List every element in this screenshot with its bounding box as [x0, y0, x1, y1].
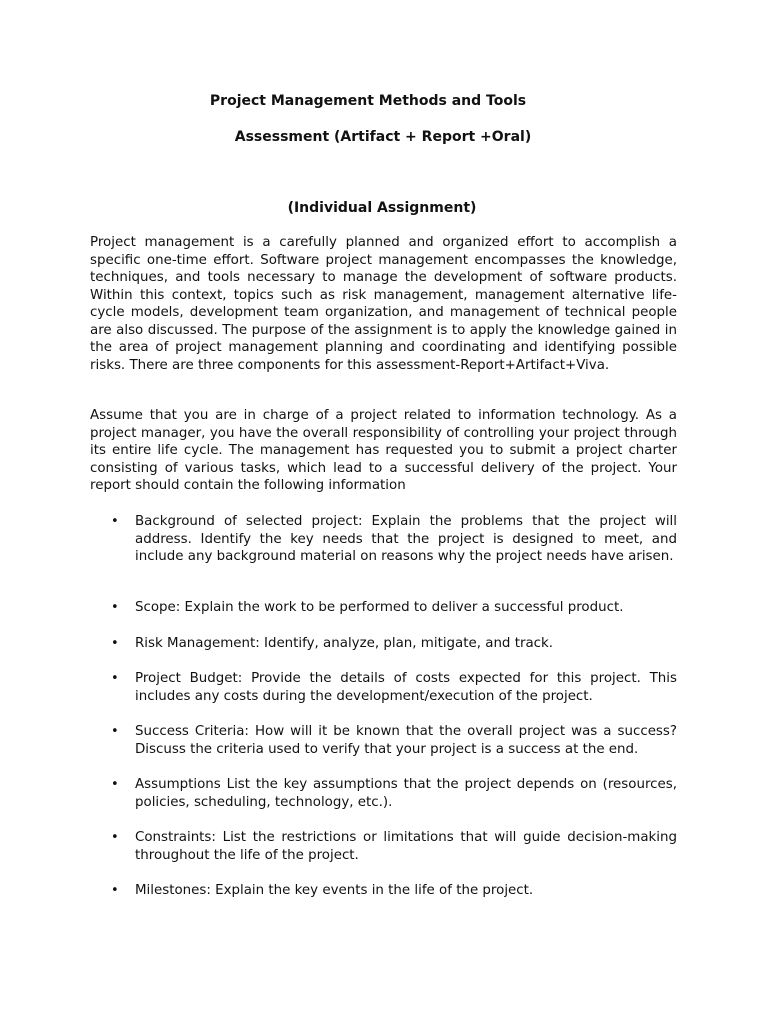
bullet-icon: • — [111, 600, 119, 615]
list-item — [111, 829, 677, 864]
list-item — [111, 882, 677, 900]
bullet-icon: • — [111, 777, 119, 792]
bullet-icon: • — [111, 883, 119, 898]
list-item — [111, 670, 677, 705]
bullet-icon: • — [111, 514, 119, 529]
list-item-text: Milestones: Explain the key events in the life of the project. — [135, 883, 534, 898]
list-item-text: Scope: Explain the work to be performed to deliver a successful product. — [135, 600, 624, 615]
bullet-icon: • — [111, 830, 119, 845]
list-item — [111, 599, 677, 617]
list-item-text: Project Budget: Provide the details of costs expected for this project. This includes any costs during the development/execution of the project. — [135, 671, 677, 704]
bullet-icon: • — [111, 671, 119, 686]
bullet-icon: • — [111, 636, 119, 651]
document-title: Project Management Methods and Tools — [209, 93, 527, 109]
list-item — [111, 776, 677, 811]
assignment-type: (Individual Assignment) — [287, 200, 477, 216]
document-subtitle: Assessment (Artifact + Report +Oral) — [234, 129, 532, 145]
list-item-text: Constraints: List the restrictions or limitations that will guide decision-making throughout the life of the project. — [135, 830, 677, 863]
intro-paragraph: Project management is a carefully planned and organized effort to accomplish a specific one-time effort. Software project management encompasses the knowledge, techniques, and tools necessary to manage the development of software products. Within this context, topics such as risk management, management alternative life-cycle models, development team organization, and management of technical people are also discussed. The purpose of the assignment is to apply the knowledge gained in the area of project management planning and coordinating and identifying possible risks. There are three components for this assessment-Report+Artifact+Viva. — [90, 235, 677, 373]
list-item-text: Risk Management: Identify, analyze, plan, mitigate, and track. — [135, 636, 554, 651]
list-item-text: Background of selected project: Explain the problems that the project will address. Identify the key needs that the project is designed to meet, and include any background material on reasons why the project needs have arisen. — [135, 514, 677, 564]
bullet-icon: • — [111, 724, 119, 739]
list-item — [111, 513, 677, 566]
list-item — [111, 723, 677, 758]
task-paragraph: Assume that you are in charge of a project related to information technology. As a project manager, you have the overall responsibility of controlling your project through its entire life cycle. The management has requested you to submit a project charter consisting of various tasks, which lead to a successful delivery of the project. Your report should contain the following information — [90, 408, 677, 493]
list-item — [111, 635, 677, 653]
list-item-text: Success Criteria: How will it be known that the overall project was a success? Discuss the criteria used to verify that your project is a success at the end. — [135, 724, 677, 757]
list-item-text: Assumptions List the key assumptions that the project depends on (resources, policies, scheduling, technology, etc.). — [135, 777, 677, 810]
